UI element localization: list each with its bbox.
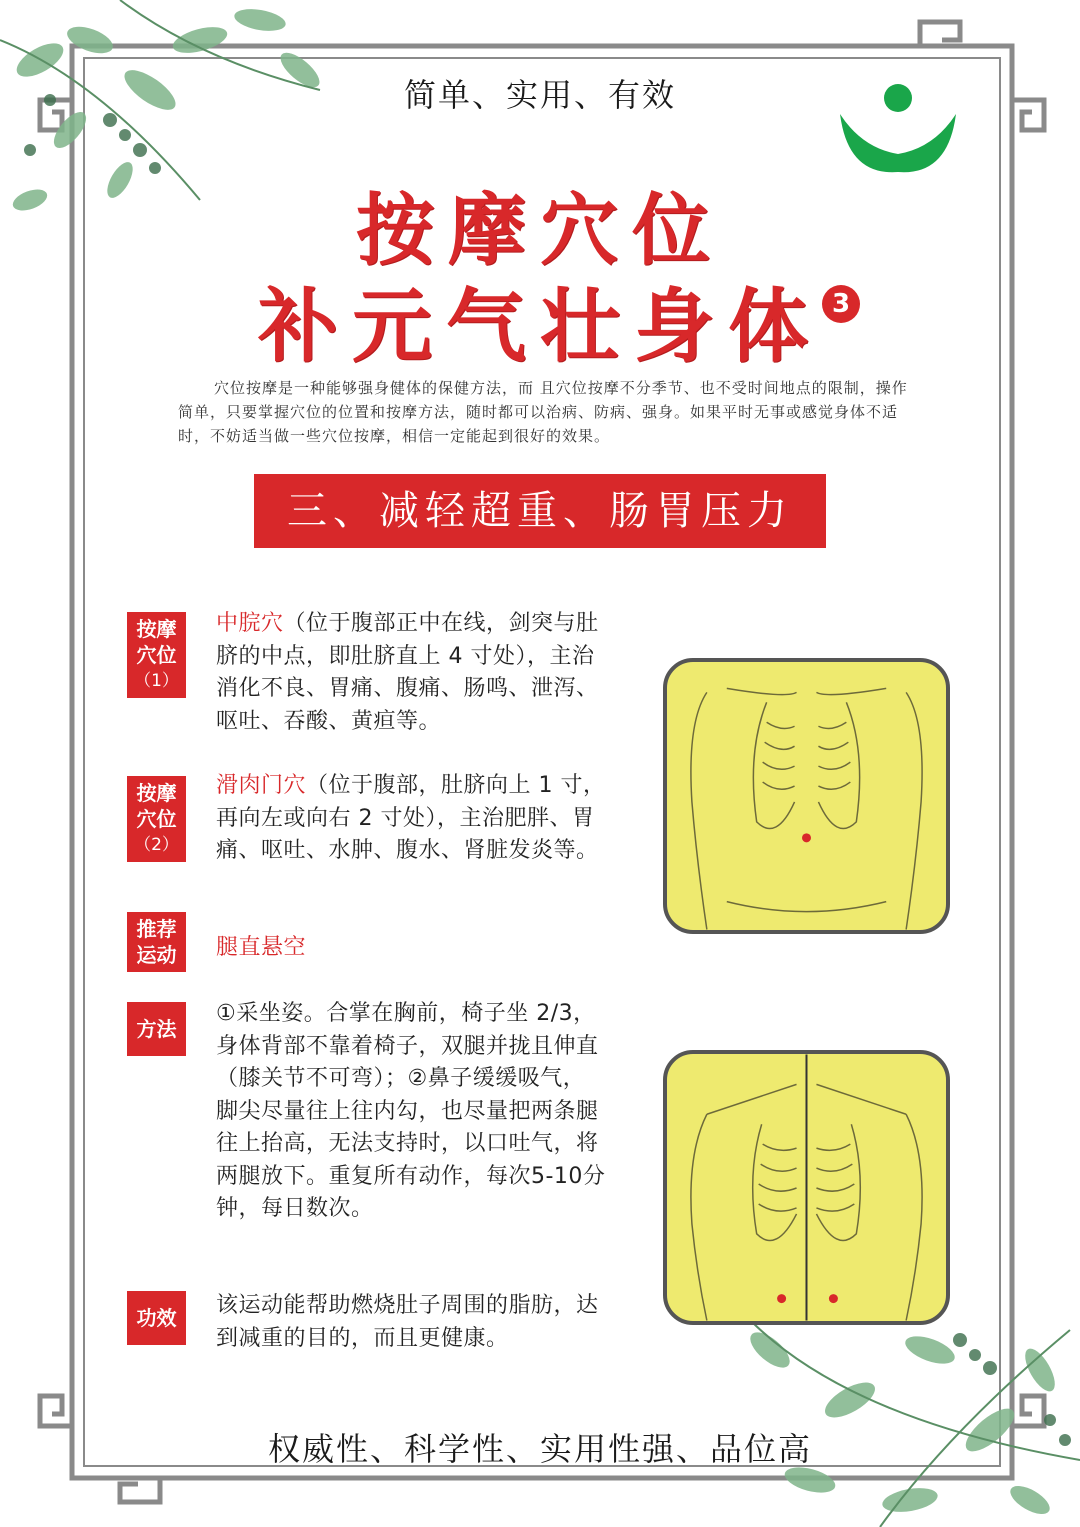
label-line: 穴位 xyxy=(136,643,177,667)
page-title-line2: 补元气壮身体 xyxy=(258,279,822,373)
leaf-branch-icon xyxy=(730,1310,1080,1527)
method-label: 方法 xyxy=(127,1002,186,1056)
label-line: 运动 xyxy=(136,943,177,967)
acupoint-description-1 xyxy=(216,608,606,738)
label-line: 按摩 xyxy=(136,781,177,805)
exercise-label xyxy=(127,912,186,972)
acupoint-text: （位于腹部，肚脐向上 1 寸，再向左或向右 2 寸处），主治肥胖、胃痛、呕吐、水肿、腹水、肾脏发炎等。 xyxy=(216,773,606,863)
acupoint-name: 滑肉门穴 xyxy=(216,773,307,798)
label-line: 按摩 xyxy=(136,617,177,641)
acupoint-dot-icon xyxy=(829,1294,838,1303)
method-description: ①采坐姿。合掌在胸前，椅子坐 2/3，身体背部不靠着椅子，双腿并拢且伸直（膝关节不可弯）；②鼻子缓缓吸气，脚尖尽量往上往内勾，也尽量把两条腿往上抬高，无法支持时，以口吐气，将两腿放下。重复所有动作，每次5-10分钟，每日数次。 xyxy=(216,1001,606,1221)
effect-label: 功效 xyxy=(127,1291,186,1345)
acupoint-text: （位于腹部正中在线，剑突与肚脐的中点，即肚脐直上 4 寸处），主治消化不良、胃痛、腹痛、肠鸣、泄泻、呕吐、吞酸、黄疸等。 xyxy=(216,611,599,734)
abdomen-midline-figure xyxy=(663,1050,950,1325)
label-line: 穴位 xyxy=(136,807,177,831)
acupoint-description-2 xyxy=(216,770,606,868)
torso-illustration xyxy=(667,1054,946,1321)
acupoint-label-2 xyxy=(127,776,186,862)
torso-illustration xyxy=(667,662,946,930)
issue-number-badge: 3 xyxy=(822,285,860,323)
label-number: （2） xyxy=(134,835,179,855)
bottom-tagline: 权威性、科学性、实用性强、品位高 xyxy=(267,1430,812,1468)
acupoint-dot-icon xyxy=(802,833,811,842)
intro-paragraph: 穴位按摩是一种能够强身健体的保健方法，而 且穴位按摩不分季节、也不受时间地点的限制，操作简单，只要掌握穴位的位置和按摩方法，随时都可以治病、防病、强身。如果平时无事或感觉身体不适时，不妨适当做一些穴位按摩，相信一定能起到很好的效果。 xyxy=(178,379,908,445)
effect-description: 该运动能帮助燃烧肚子周围的脂肪，达到减重的目的，而且更健康。 xyxy=(216,1293,599,1351)
acupoint-dot-icon xyxy=(777,1294,786,1303)
acupoint-name: 中脘穴 xyxy=(216,611,284,636)
label-number: （1） xyxy=(134,671,179,691)
front-torso-figure xyxy=(663,658,950,934)
top-tagline: 简单、实用、有效 xyxy=(403,76,676,114)
label-line: 推荐 xyxy=(136,917,177,941)
page-title-line1: 按摩穴位 xyxy=(355,185,724,276)
section-title-banner: 三、减轻超重、肠胃压力 xyxy=(254,474,826,548)
acupoint-label-1 xyxy=(127,612,186,698)
exercise-name: 腿直悬空 xyxy=(216,935,307,960)
